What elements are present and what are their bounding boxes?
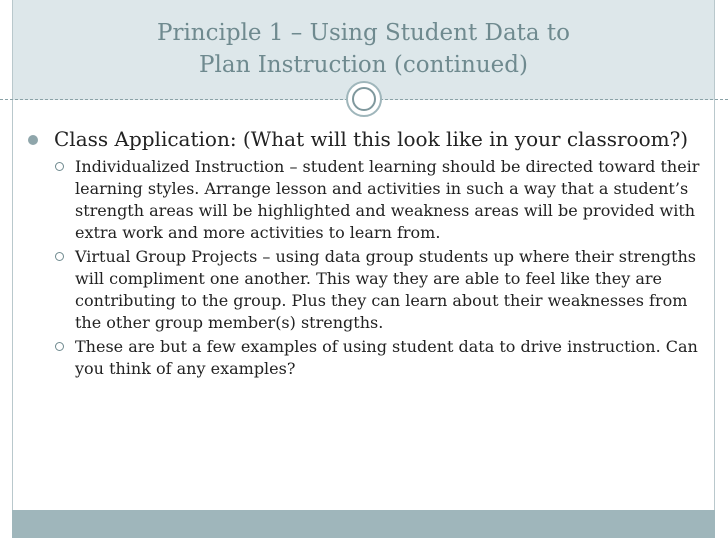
main-bullet-text: Class Application: (What will this look like in your classroom?) (54, 127, 689, 151)
sub-bullet-text: Virtual Group Projects – using data group students up where their strengths will compliment one another. This way they are able to feel like they are contributing to the group. Plus they can learn about their weaknesses from the other group member(s) strengths. (75, 247, 697, 332)
footer-bar (12, 510, 715, 538)
sub-bullet-list (22, 156, 702, 380)
sub-bullet-item (22, 246, 702, 334)
title-line-1: Principle 1 – Using Student Data to (156, 20, 571, 46)
slide-title (12, 17, 715, 81)
sub-bullet-item (22, 156, 702, 244)
main-bullet (22, 124, 702, 154)
sub-bullet-item (22, 336, 702, 380)
slide-body (22, 124, 702, 382)
sub-bullet-text: These are but a few examples of using student data to drive instruction. Can you think of any examples? (75, 337, 698, 378)
hollow-bullet-icon (55, 162, 64, 171)
ring-ornament-icon (346, 81, 382, 117)
sub-bullet-text: Individualized Instruction – student learning should be directed toward their learning styles. Arrange lesson and activities in such a way that a student’s strength areas will be highlighted and weakness areas will be provided with extra work and more activities to learn from. (75, 157, 700, 242)
title-line-2: Plan Instruction (continued) (199, 52, 528, 78)
hollow-bullet-icon (55, 252, 64, 261)
hollow-bullet-icon (55, 342, 64, 351)
filled-bullet-icon (28, 135, 38, 145)
